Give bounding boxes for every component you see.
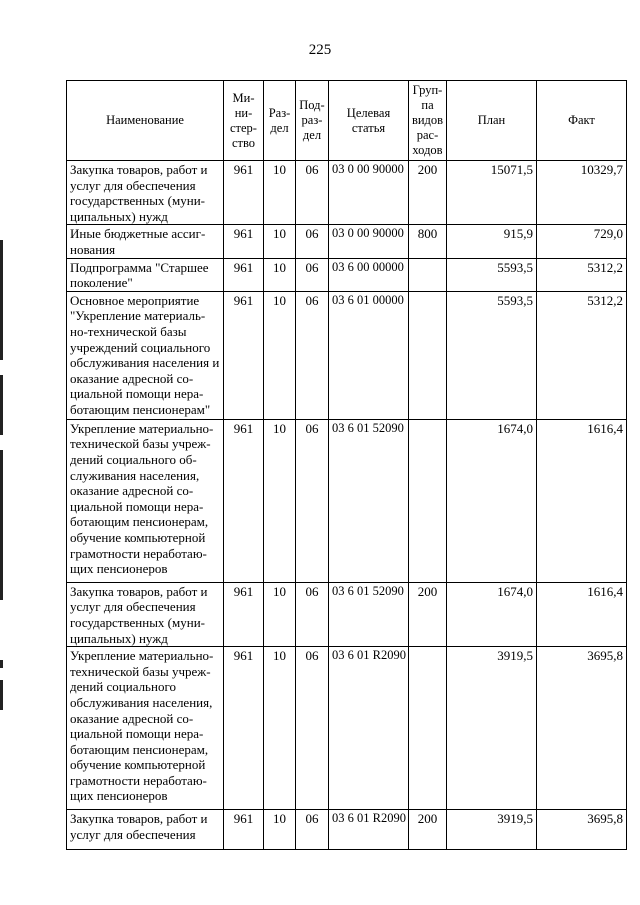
cell-subsection: 06 xyxy=(296,258,329,291)
cell-target: 03 6 01 52090 xyxy=(329,419,409,582)
header-fact: Факт xyxy=(537,81,627,161)
cell-subsection: 06 xyxy=(296,810,329,850)
table-row xyxy=(67,258,627,291)
cell-section: 10 xyxy=(264,810,296,850)
cell-name: Укрепление материально-технической базы учреж-дений социального об-служивания населения, оказание адресной со-циальной помощи нера-ботающим пенсионерам, обучение компьютерной грамотности неработаю-щих пенсионеров xyxy=(67,419,224,582)
cell-subsection: 06 xyxy=(296,291,329,419)
cell-group xyxy=(409,291,447,419)
cell-target: 03 6 00 00000 xyxy=(329,258,409,291)
cell-section: 10 xyxy=(264,291,296,419)
cell-section: 10 xyxy=(264,258,296,291)
cell-target: 03 0 00 90000 xyxy=(329,161,409,225)
cell-fact: 3695,8 xyxy=(537,810,627,850)
cell-section: 10 xyxy=(264,225,296,258)
header-plan: План xyxy=(447,81,537,161)
cell-group xyxy=(409,647,447,810)
cell-target: 03 6 01 R2090 xyxy=(329,647,409,810)
table-row xyxy=(67,582,627,646)
cell-subsection: 06 xyxy=(296,582,329,646)
cell-subsection: 06 xyxy=(296,419,329,582)
table-header-row xyxy=(67,81,627,161)
cell-name: Закупка товаров, работ и услуг для обеспечения xyxy=(67,810,224,850)
cell-group: 200 xyxy=(409,161,447,225)
table-row xyxy=(67,647,627,810)
cell-subsection: 06 xyxy=(296,161,329,225)
table-row xyxy=(67,161,627,225)
header-group: Груп-па видов рас-ходов xyxy=(409,81,447,161)
cell-group: 800 xyxy=(409,225,447,258)
cell-plan: 3919,5 xyxy=(447,810,537,850)
cell-fact: 3695,8 xyxy=(537,647,627,810)
cell-name: Закупка товаров, работ и услуг для обеспечения государственных (муни-ципальных) нужд xyxy=(67,582,224,646)
cell-group: 200 xyxy=(409,810,447,850)
table-row xyxy=(67,225,627,258)
cell-section: 10 xyxy=(264,419,296,582)
cell-plan: 5593,5 xyxy=(447,258,537,291)
cell-group: 200 xyxy=(409,582,447,646)
cell-subsection: 06 xyxy=(296,647,329,810)
cell-fact: 729,0 xyxy=(537,225,627,258)
table-row xyxy=(67,810,627,850)
cell-target: 03 6 01 00000 xyxy=(329,291,409,419)
cell-target: 03 6 01 R2090 xyxy=(329,810,409,850)
cell-plan: 1674,0 xyxy=(447,582,537,646)
cell-subsection: 06 xyxy=(296,225,329,258)
cell-plan: 1674,0 xyxy=(447,419,537,582)
cell-name: Иные бюджетные ассиг-нования xyxy=(67,225,224,258)
cell-target: 03 6 01 52090 xyxy=(329,582,409,646)
cell-name: Основное мероприятие "Укрепление материаль-но-технической базы учреждений социального обслуживания населения и оказание адресной со-циальной помощи нера-ботающим пенсионерам" xyxy=(67,291,224,419)
cell-plan: 5593,5 xyxy=(447,291,537,419)
cell-name: Укрепление материально-технической базы учреж-дений социального обслуживания населения, оказание адресной со-циальной помощи нера-ботающим пенсионерам, обучение компьютерной грамотности неработаю-щих пенсионеров xyxy=(67,647,224,810)
cell-ministry: 961 xyxy=(224,161,264,225)
cell-name: Подпрограмма "Старшее поколение" xyxy=(67,258,224,291)
header-subsection: Под-раз-дел xyxy=(296,81,329,161)
scan-edge-marks xyxy=(0,240,4,710)
cell-plan: 915,9 xyxy=(447,225,537,258)
header-section: Раз-дел xyxy=(264,81,296,161)
cell-target: 03 0 00 90000 xyxy=(329,225,409,258)
cell-fact: 5312,2 xyxy=(537,291,627,419)
table-row xyxy=(67,419,627,582)
cell-fact: 1616,4 xyxy=(537,582,627,646)
header-name: Наименование xyxy=(67,81,224,161)
cell-section: 10 xyxy=(264,582,296,646)
cell-plan: 15071,5 xyxy=(447,161,537,225)
cell-name: Закупка товаров, работ и услуг для обеспечения государственных (муни-ципальных) нужд xyxy=(67,161,224,225)
cell-ministry: 961 xyxy=(224,647,264,810)
cell-group xyxy=(409,258,447,291)
cell-section: 10 xyxy=(264,161,296,225)
budget-table xyxy=(66,80,627,850)
header-ministry: Ми-ни-стер-ство xyxy=(224,81,264,161)
cell-ministry: 961 xyxy=(224,810,264,850)
table-row xyxy=(67,291,627,419)
cell-section: 10 xyxy=(264,647,296,810)
cell-group xyxy=(409,419,447,582)
cell-ministry: 961 xyxy=(224,419,264,582)
cell-fact: 1616,4 xyxy=(537,419,627,582)
cell-ministry: 961 xyxy=(224,291,264,419)
cell-plan: 3919,5 xyxy=(447,647,537,810)
cell-ministry: 961 xyxy=(224,225,264,258)
cell-ministry: 961 xyxy=(224,582,264,646)
page-number: 225 xyxy=(308,42,332,58)
cell-fact: 5312,2 xyxy=(537,258,627,291)
header-target: Целевая статья xyxy=(329,81,409,161)
cell-ministry: 961 xyxy=(224,258,264,291)
cell-fact: 10329,7 xyxy=(537,161,627,225)
